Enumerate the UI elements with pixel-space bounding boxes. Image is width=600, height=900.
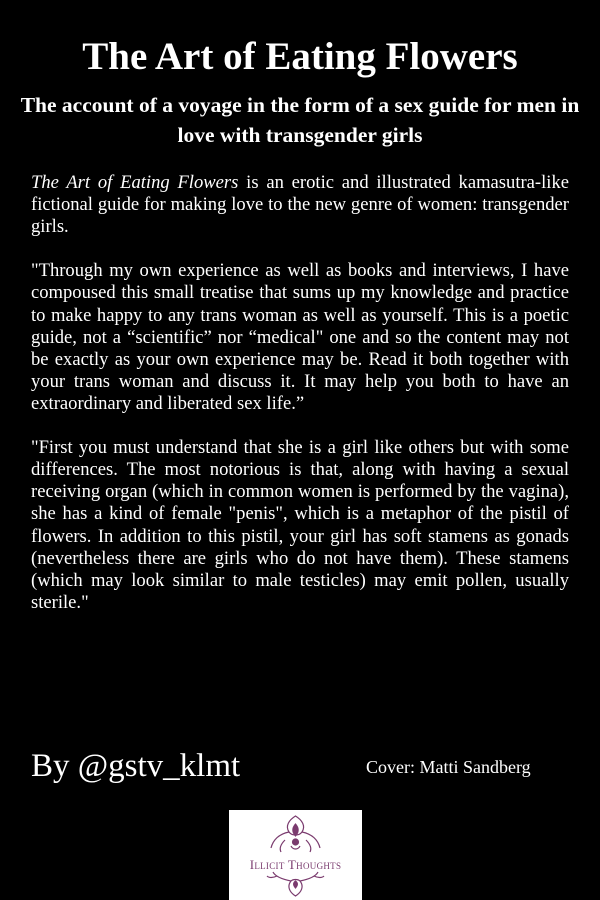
blurb [31,172,569,614]
ornament-icon [229,810,362,900]
book-title: The Art of Eating Flowers [82,35,518,78]
cover-credit: Cover: Matti Sandberg [366,757,531,777]
blurb-paragraph-3: "First you must understand that she is a girl like others but with some differences. The most notorious is that, along with having a sexual receiving organ (which in common women is performed by the vagina), she has a kind of female "penis", which is a metaphor of the pistil of flowers. In addition to this pistil, your girl has soft stamens as gonads (nevertheless there are girls who do not have them). These stamens (which may look similar to male testicles) may emit pollen, usually sterile." [31,437,569,613]
blurb-paragraph-1 [31,172,569,238]
publisher-name: Illicit Thoughts [249,857,342,872]
publisher-logo [229,810,362,900]
blurb-paragraph-1-text: is an erotic and illustrated kamasutra-like fictional guide for making love to the new genre of women: transgender girls. [31,172,570,238]
blurb-paragraph-2: "Through my own experience as well as books and interviews, I have compoused this small treatise that sums up my knowledge and practice to make happy to any trans woman as well as yourself. This is a poetic guide, not a “scientific” nor “medical" one and so the content may not be exactly as your own experience may be. Read it both together with your trans woman and discuss it. It may help you both to have an extraordinary and liberated sex life.” [31,260,569,414]
book-subtitle: The account of a voyage in the form of a sex guide for men in love with transgender girls [20,93,580,147]
blurb-title-italic: The Art of Eating Flowers [31,172,239,193]
author-byline: By @gstv_klmt [31,748,241,784]
